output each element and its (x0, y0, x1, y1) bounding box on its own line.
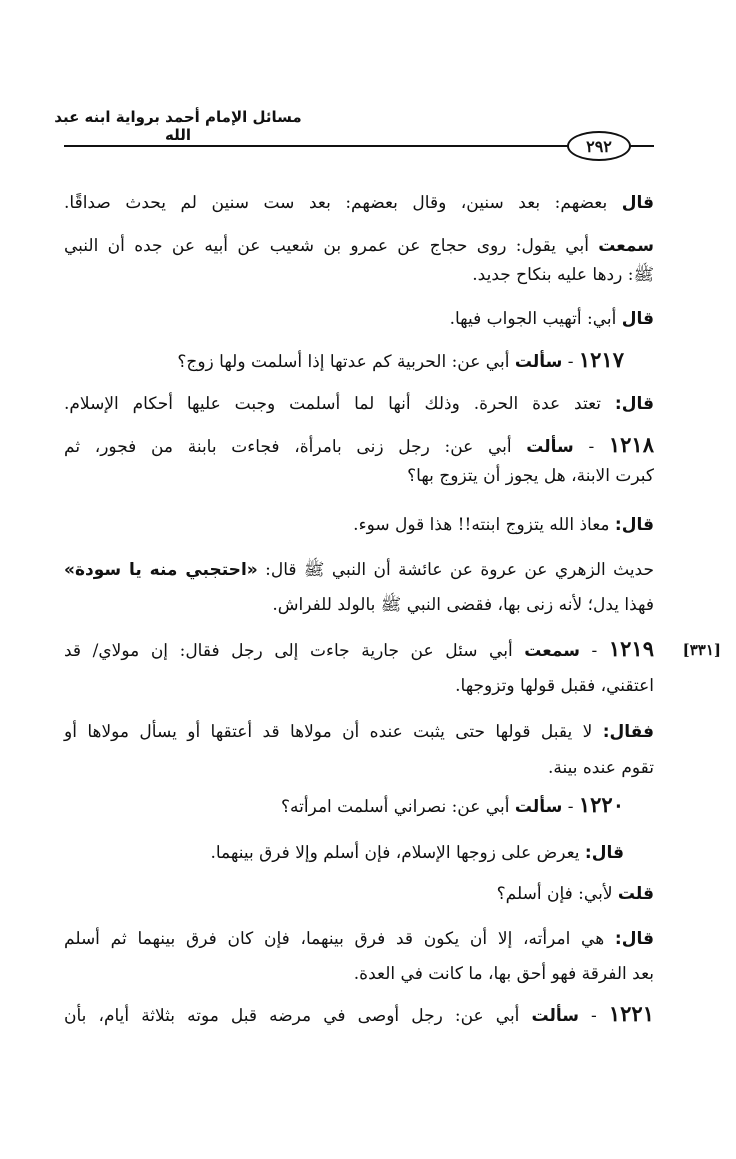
line-text: أبي عن: رجل أوصى في مرضه قبل موته بثلاثة أيام، بأن (64, 1006, 532, 1026)
question-line: ١٢١٨ - سألت أبي عن: رجل زنى بامرأة، فجاءت بابنة من فجور، ثم (64, 432, 654, 457)
question-line: ١٢١٧ - سألت أبي عن: الحربية كم عدتها إذا أسلمت ولها زوج؟ (177, 347, 624, 372)
question-number: ١٢١٧ (578, 347, 624, 372)
question-line: ١٢٢٠ - سألت أبي عن: نصراني أسلمت امرأته؟ (280, 792, 624, 817)
keyword: فقال: (602, 722, 654, 742)
line-text: حديث الزهري عن عروة عن عائشة أن النبي ﷺ قال: (257, 560, 654, 580)
line-text: أبي يقول: روى حجاج عن عمرو بن شعيب عن أبيه عن جده أن النبي (64, 236, 599, 256)
line-text: يعرض على زوجها الإسلام، فإن أسلم وإلا فرق بينهما. (210, 843, 585, 863)
keyword: قلت (617, 884, 654, 904)
line-text: أبي عن: الحربية كم عدتها إذا أسلمت ولها زوج؟ (177, 352, 515, 372)
text-line (64, 190, 654, 216)
line-text: فهذا يدل؛ لأنه زنى بها، فقضى النبي ﷺ بالولد للفراش. (272, 595, 654, 615)
text-line (64, 463, 654, 489)
text-line (64, 755, 654, 781)
line-text: تعتد عدة الحرة. وذلك أنها لما أسلمت وجبت عليها أحكام الإسلام. (64, 394, 615, 414)
page-number: ٢٩٢ (567, 131, 631, 161)
keyword: قال: (614, 394, 654, 414)
line-text: أبي سئل عن جارية جاءت إلى رجل فقال: إن مولاي/ قد (64, 641, 525, 661)
keyword: سمعت (598, 236, 654, 256)
keyword: قال (621, 309, 654, 329)
line-text: كبرت الابنة، هل يجوز أن يتزوج بها؟ (407, 466, 654, 486)
keyword: قال: (614, 515, 654, 535)
book-title: مسائل الإمام أحمد برواية ابنه عبد الله (54, 108, 302, 144)
text-line (64, 512, 654, 538)
line-text: لأبي: فإن أسلم؟ (496, 884, 618, 904)
keyword: سألت (514, 797, 563, 817)
text-line (64, 391, 654, 417)
text-line (64, 840, 624, 866)
text-line (64, 557, 654, 583)
text-line (64, 233, 654, 259)
text-line (64, 592, 654, 618)
line-text: بعد الفرقة فهو أحق بها، ما كانت في العدة. (353, 964, 654, 984)
text-line (64, 262, 654, 288)
line-text: هي امرأته، إلا أن يكون قد فرق بينهما، فإن كان فرق بينهما ثم أسلم (64, 929, 615, 949)
keyword: قال: (584, 843, 624, 863)
keyword: قال (621, 193, 654, 213)
hadith-quote: «احتجبي منه يا سودة» (64, 560, 258, 580)
keyword: سألت (526, 437, 574, 457)
line-text: أبي: أتهيب الجواب فيها. (449, 309, 622, 329)
question-number: ١٢١٩ (608, 636, 654, 661)
line-text: أبي عن: رجل زنى بامرأة، فجاءت بابنة من فجور، ثم (64, 437, 527, 457)
keyword: سمعت (524, 641, 580, 661)
question-number: ١٢١٨ (608, 432, 654, 457)
question-line: ١٢٢١ - سألت أبي عن: رجل أوصى في مرضه قبل موته بثلاثة أيام، بأن (64, 1001, 654, 1026)
text-line (64, 306, 654, 332)
line-text: : ردها عليه بنكاح جديد. (472, 265, 634, 285)
line-text: لا يقبل قولها حتى يثبت عنده أن مولاها قد أعتقها أو يسأل مولاها أو (64, 722, 603, 742)
text-line (64, 881, 654, 907)
margin-page-reference: [٣٣١] (682, 641, 721, 659)
honorific-glyph: ﷺ (633, 265, 654, 285)
line-text: اعتقني، فقبل قولها وتزوجها. (455, 676, 654, 696)
text-line (64, 926, 654, 952)
text-line (64, 673, 654, 699)
text-line (64, 961, 654, 987)
header-rule (64, 145, 654, 147)
question-number: ١٢٢١ (608, 1001, 654, 1026)
line-text: بعضهم: بعد سنين، وقال بعضهم: بعد ست سنين لم يحدث صداقًا. (64, 193, 622, 213)
question-number: ١٢٢٠ (578, 792, 624, 817)
line-text: أبي عن: نصراني أسلمت امرأته؟ (280, 797, 515, 817)
line-text: تقوم عنده بينة. (547, 758, 654, 778)
line-text: معاذ الله يتزوج ابنته!! هذا قول سوء. (353, 515, 615, 535)
keyword: قال: (614, 929, 654, 949)
question-line: ١٢١٩ - سمعت أبي سئل عن جارية جاءت إلى رجل فقال: إن مولاي/ قد (64, 636, 654, 661)
text-line (64, 719, 654, 745)
keyword: سألت (531, 1006, 579, 1026)
keyword: سألت (514, 352, 563, 372)
